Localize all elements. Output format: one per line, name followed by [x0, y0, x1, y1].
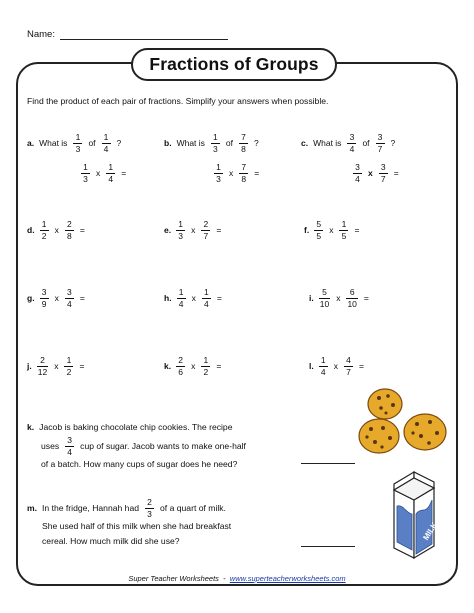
- instructions: Find the product of each pair of fractions. Simplify your answers when possible.: [27, 96, 329, 106]
- problem-text: of a batch. How many cups of sugar does he need?: [41, 459, 238, 469]
- problem-label: e.: [164, 225, 172, 235]
- fraction: $\frac{1}{4}$: [177, 288, 186, 308]
- fraction: $\frac{2}{6}$: [176, 356, 185, 376]
- problem-label: d.: [27, 225, 35, 235]
- fraction: $\frac{1}{3}$: [214, 163, 223, 183]
- milk-label: MILK: [421, 520, 440, 542]
- times-sign: x: [54, 293, 59, 303]
- problem-label: k.: [27, 422, 35, 432]
- problem-text: Jacob is baking chocolate chip cookies. The recipe: [39, 422, 233, 432]
- of-text: of: [88, 138, 96, 148]
- equals-sign: =: [216, 361, 222, 371]
- of-text: of: [362, 138, 370, 148]
- problem-a-product: [81, 163, 132, 183]
- footer: [0, 574, 474, 583]
- equals-sign: =: [79, 361, 85, 371]
- equals-sign: =: [393, 168, 399, 178]
- problem-label: m.: [27, 502, 38, 513]
- problem-label: j.: [27, 361, 32, 371]
- fraction: $\frac{5}{5}$: [314, 220, 323, 240]
- fraction: $\frac{2}{7}$: [201, 220, 210, 240]
- problem-label: g.: [27, 293, 35, 303]
- problem-b-question: [164, 133, 259, 153]
- problem-text: cereal. How much milk did she use?: [42, 536, 180, 546]
- fraction: $\frac{3}{7}$: [379, 163, 388, 183]
- footer-separator: -: [223, 574, 226, 583]
- equals-sign: =: [216, 293, 222, 303]
- fraction: $\frac{1}{4}$: [202, 288, 211, 308]
- equals-sign: =: [354, 225, 360, 235]
- equals-sign: =: [79, 293, 85, 303]
- problem-g: [27, 288, 91, 308]
- fraction: $\frac{2}{8}$: [65, 220, 74, 240]
- fraction: $\frac{3}{4}$: [65, 288, 74, 308]
- milk-carton-icon: [386, 470, 444, 562]
- problem-e: [164, 220, 227, 240]
- problem-label: f.: [304, 225, 310, 235]
- times-sign: x: [229, 168, 234, 178]
- fraction: $\frac{4}{7}$: [344, 356, 353, 376]
- equals-sign: =: [254, 168, 260, 178]
- problem-k: [164, 356, 227, 376]
- equals-sign: =: [121, 168, 127, 178]
- problem-text: She used half of this milk when she had breakfast: [42, 521, 232, 531]
- times-sign: x: [191, 293, 196, 303]
- problem-c-product: [353, 163, 405, 183]
- what-is-text: What is: [313, 138, 342, 148]
- equals-sign: =: [363, 293, 369, 303]
- fraction: $\frac{1}{3}$: [176, 220, 185, 240]
- of-text: of: [225, 138, 233, 148]
- equals-sign: =: [79, 225, 85, 235]
- fraction: $\frac{7}{8}$: [239, 163, 248, 183]
- fraction: $\frac{3}{4}$: [65, 436, 74, 456]
- times-sign: x: [333, 361, 338, 371]
- times-sign: x: [329, 225, 334, 235]
- name-answer-line[interactable]: [60, 39, 228, 40]
- word-problem-m: [27, 497, 231, 549]
- times-sign: x: [336, 293, 341, 303]
- times-sign: x: [96, 168, 101, 178]
- cookie-icon: [368, 389, 402, 419]
- problem-i: [309, 288, 375, 308]
- name-label: Name:: [27, 29, 55, 40]
- fraction: $\frac{1}{5}$: [339, 220, 348, 240]
- fraction: $\frac{2}{3}$: [145, 498, 154, 518]
- problem-text: In the fridge, Hannah had: [42, 502, 140, 513]
- question-mark: ?: [116, 138, 122, 148]
- fraction: $\frac{1}{4}$: [106, 163, 115, 183]
- footer-link[interactable]: www.superteacherworksheets.com: [229, 574, 346, 583]
- worksheet-title: Fractions of Groups: [131, 48, 337, 81]
- cookies-icon: [355, 384, 455, 462]
- problem-d: [27, 220, 91, 240]
- problem-label: h.: [164, 293, 172, 303]
- question-mark: ?: [254, 138, 259, 148]
- footer-brand: Super Teacher Worksheets: [128, 574, 219, 583]
- equals-sign: =: [358, 361, 364, 371]
- answer-line[interactable]: [301, 546, 355, 547]
- times-sign: x: [191, 225, 196, 235]
- problem-text: cup of sugar. Jacob wants to make one-half: [80, 440, 246, 451]
- problem-text: uses: [41, 440, 60, 451]
- fraction: $\frac{3}{4}$: [347, 133, 356, 153]
- problem-label: k.: [164, 361, 172, 371]
- cookie-icon: [404, 414, 446, 450]
- fraction: $\frac{1}{2}$: [64, 356, 73, 376]
- fraction: $\frac{3}{9}$: [40, 288, 49, 308]
- what-is-text: What is: [176, 138, 205, 148]
- problem-j: [27, 356, 90, 376]
- fraction: $\frac{3}{7}$: [376, 133, 385, 153]
- times-sign: x: [191, 361, 196, 371]
- equals-sign: =: [216, 225, 222, 235]
- problem-label: c.: [301, 138, 309, 148]
- question-mark: ?: [390, 138, 396, 148]
- fraction: $\frac{3}{4}$: [353, 163, 362, 183]
- fraction: $\frac{1}{3}$: [211, 133, 220, 153]
- fraction: $\frac{1}{2}$: [201, 356, 210, 376]
- problem-text: of a quart of milk.: [160, 502, 226, 513]
- fraction: $\frac{5}{10}$: [319, 287, 330, 309]
- problem-f: [304, 220, 365, 240]
- fraction: $\frac{2}{12}$: [37, 355, 48, 377]
- fraction: $\frac{1}{2}$: [40, 220, 49, 240]
- problem-b-product: [214, 163, 265, 183]
- problem-label: b.: [164, 138, 172, 148]
- problem-c-question: [301, 133, 395, 153]
- problem-a-question: [27, 133, 121, 153]
- problem-label: l.: [309, 361, 314, 371]
- cookie-icon: [359, 419, 399, 453]
- problem-label: a.: [27, 138, 35, 148]
- word-problem-k: [27, 420, 246, 472]
- fraction: $\frac{1}{4}$: [319, 356, 328, 376]
- times-sign: x: [368, 168, 373, 178]
- what-is-text: What is: [39, 138, 68, 148]
- fraction: $\frac{1}{3}$: [81, 163, 90, 183]
- fraction: $\frac{6}{10}$: [347, 287, 357, 309]
- problem-l: [309, 356, 370, 376]
- fraction: $\frac{1}{4}$: [102, 133, 111, 153]
- problem-label: i.: [309, 293, 314, 303]
- times-sign: x: [54, 361, 59, 371]
- problem-h: [164, 288, 228, 308]
- times-sign: x: [54, 225, 59, 235]
- answer-line[interactable]: [301, 463, 355, 464]
- fraction: $\frac{7}{8}$: [239, 133, 248, 153]
- fraction: $\frac{1}{3}$: [73, 133, 82, 153]
